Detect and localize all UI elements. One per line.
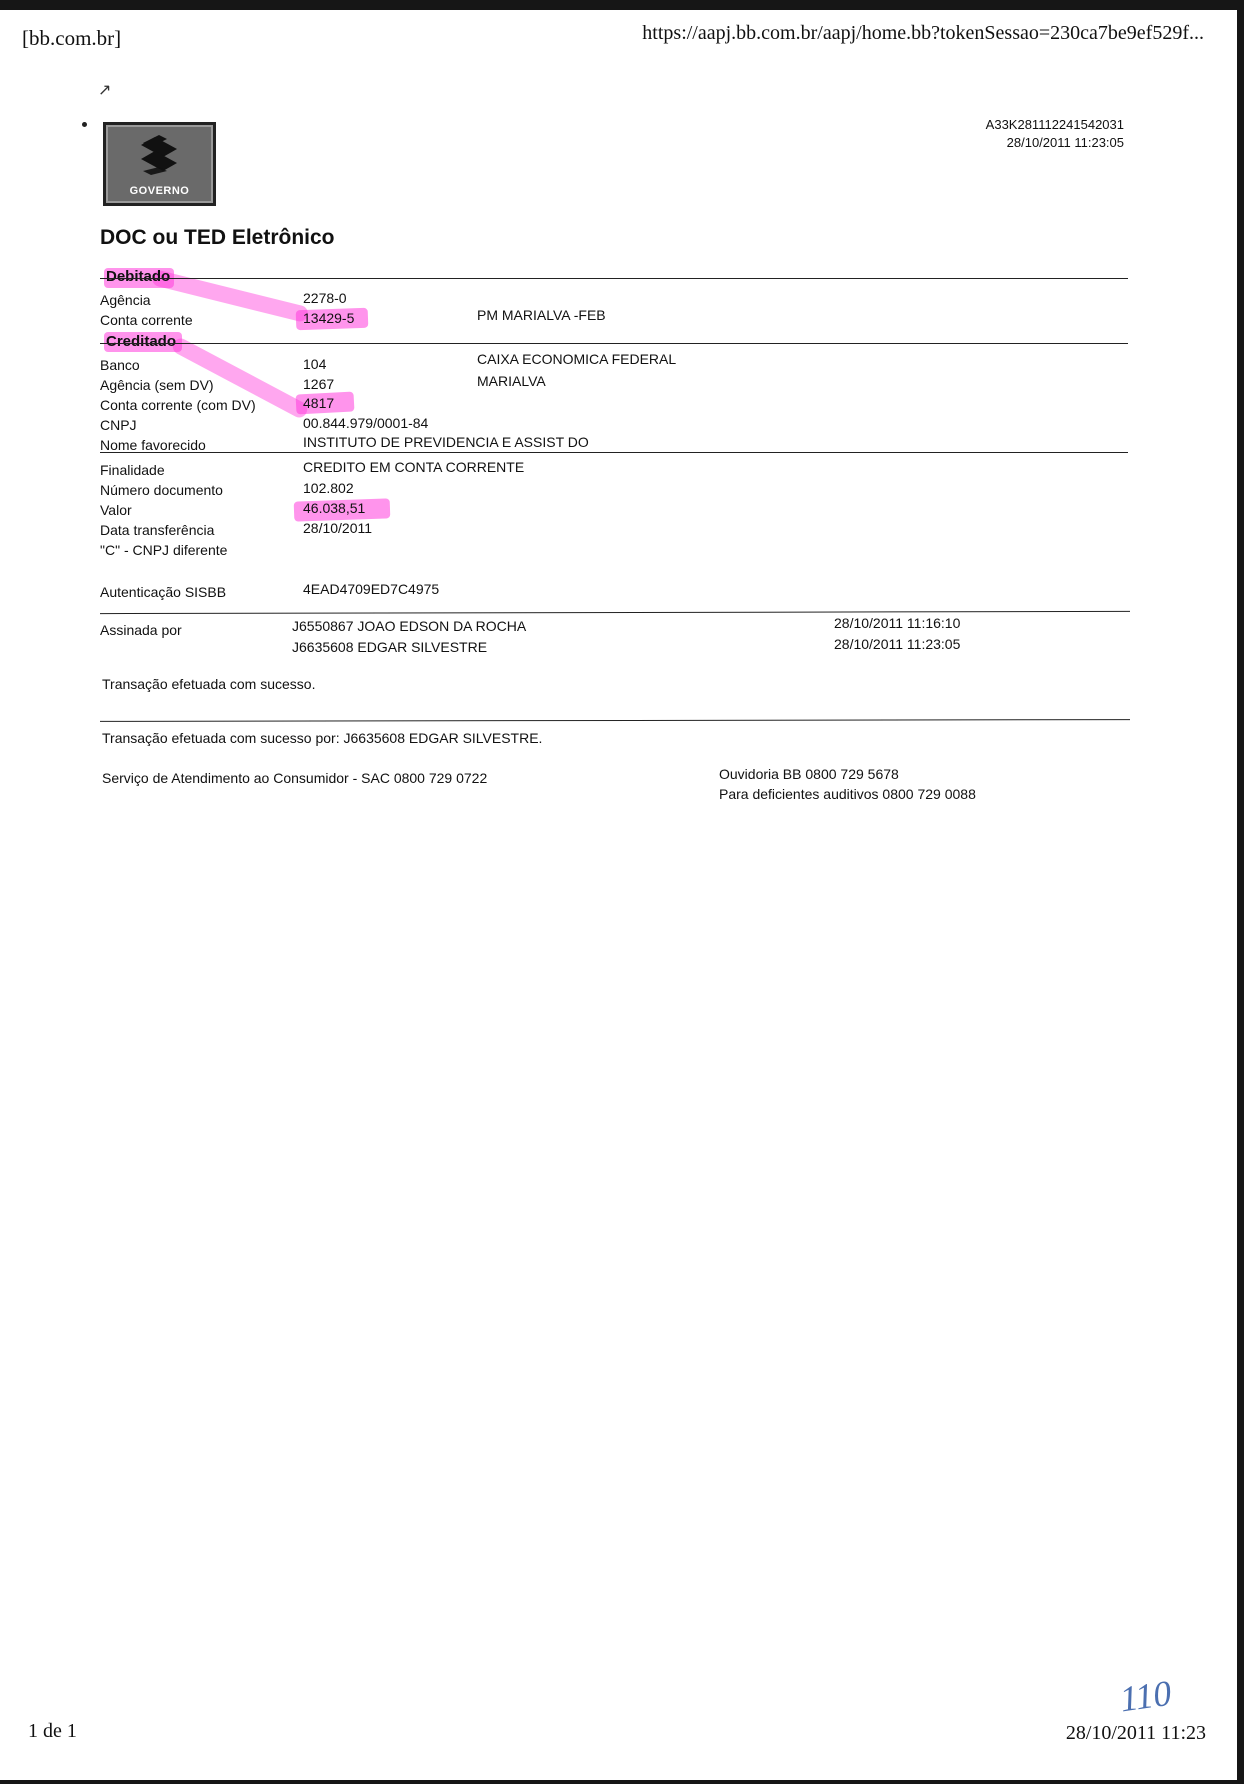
creditado-banco-value: 104: [303, 356, 327, 372]
cnpj-diferente-label: "C" - CNPJ diferente: [100, 542, 228, 558]
scan-specks: ↗: [98, 82, 112, 99]
debitado-agencia-value: 2278-0: [303, 290, 347, 306]
signer-datetime-2: 28/10/2011 11:23:05: [834, 636, 961, 652]
creditado-agencia-name: MARIALVA: [477, 373, 546, 389]
print-date: 28/10/2011 11:23: [1065, 1722, 1206, 1744]
debitado-titular: PM MARIALVA -FEB: [477, 307, 606, 323]
divider-assinaturas: [100, 611, 1130, 614]
valor-value: 46.038,51: [303, 500, 366, 516]
valor-label: Valor: [100, 502, 132, 518]
data-transferencia-label: Data transferência: [100, 522, 215, 538]
data-transferencia-value: 28/10/2011: [303, 520, 373, 536]
page-count: 1 de 1: [28, 1720, 77, 1742]
page-title: DOC ou TED Eletrônico: [100, 226, 335, 249]
numero-documento-label: Número documento: [100, 482, 223, 498]
signer-name-2: J6635608 EDGAR SILVESTRE: [292, 639, 488, 655]
finalidade-label: Finalidade: [100, 462, 165, 478]
signer-name-1: J6550867 JOAO EDSON DA ROCHA: [292, 618, 527, 634]
section-debitado: Debitado: [106, 268, 171, 285]
debitado-conta-value: 13429-5: [303, 310, 355, 326]
ouvidoria-contact: Ouvidoria BB 0800 729 5678: [719, 766, 899, 782]
numero-documento-value: 102.802: [303, 480, 354, 496]
divider-detalhes: [100, 452, 1128, 453]
divider-debitado: [100, 278, 1128, 279]
debitado-conta-label: Conta corrente: [100, 312, 193, 328]
bank-logo: [103, 122, 216, 206]
autenticacao-value: 4EAD4709ED7C4975: [303, 581, 440, 597]
protocol-block: [986, 116, 1124, 152]
status-success-by: Transação efetuada com sucesso por: J6635608 EDGAR SILVESTRE.: [102, 730, 543, 746]
creditado-favorecido-label: Nome favorecido: [100, 437, 206, 453]
scan-dot: [82, 122, 87, 127]
status-success: Transação efetuada com sucesso.: [102, 676, 316, 692]
creditado-conta-value: 4817: [303, 395, 335, 411]
browser-url: https://aapj.bb.com.br/aapj/home.bb?tokenSessao=230ca7be9ef529f...: [642, 22, 1204, 44]
browser-site-label: [bb.com.br]: [22, 26, 122, 50]
creditado-cnpj-value: 00.844.979/0001-84: [303, 415, 429, 431]
creditado-favorecido-value: INSTITUTO DE PREVIDENCIA E ASSIST DO: [303, 434, 589, 450]
debitado-agencia-label: Agência: [100, 292, 151, 308]
creditado-conta-label: Conta corrente (com DV): [100, 397, 256, 413]
scan-border-top: [0, 0, 1244, 10]
assinada-por-label: Assinada por: [100, 622, 182, 638]
divider-creditado: [100, 343, 1128, 344]
divider-status: [100, 719, 1130, 722]
logo-text: GOVERNO: [129, 185, 190, 197]
autenticacao-label: Autenticação SISBB: [100, 584, 227, 600]
creditado-banco-name: CAIXA ECONOMICA FEDERAL: [477, 351, 677, 367]
section-creditado: Creditado: [106, 333, 177, 350]
scan-border-bottom: [0, 1780, 1244, 1784]
protocol-code: A33K281112241542031: [985, 117, 1124, 132]
deficientes-contact: Para deficientes auditivos 0800 729 0088: [719, 786, 976, 802]
creditado-agencia-label: Agência (sem DV): [100, 377, 214, 393]
creditado-cnpj-label: CNPJ: [100, 417, 137, 433]
sac-contact: Serviço de Atendimento ao Consumidor - SAC 0800 729 0722: [102, 770, 488, 786]
signer-datetime-1: 28/10/2011 11:16:10: [834, 615, 961, 631]
scan-border-right: [1237, 0, 1244, 1784]
creditado-banco-label: Banco: [100, 357, 140, 373]
protocol-datetime: 28/10/2011 11:23:05: [1006, 135, 1124, 150]
finalidade-value: CREDITO EM CONTA CORRENTE: [303, 459, 525, 475]
bb-logo-icon: [137, 133, 181, 175]
creditado-agencia-value: 1267: [303, 376, 335, 392]
handwritten-page-number: 110: [1117, 1672, 1174, 1720]
